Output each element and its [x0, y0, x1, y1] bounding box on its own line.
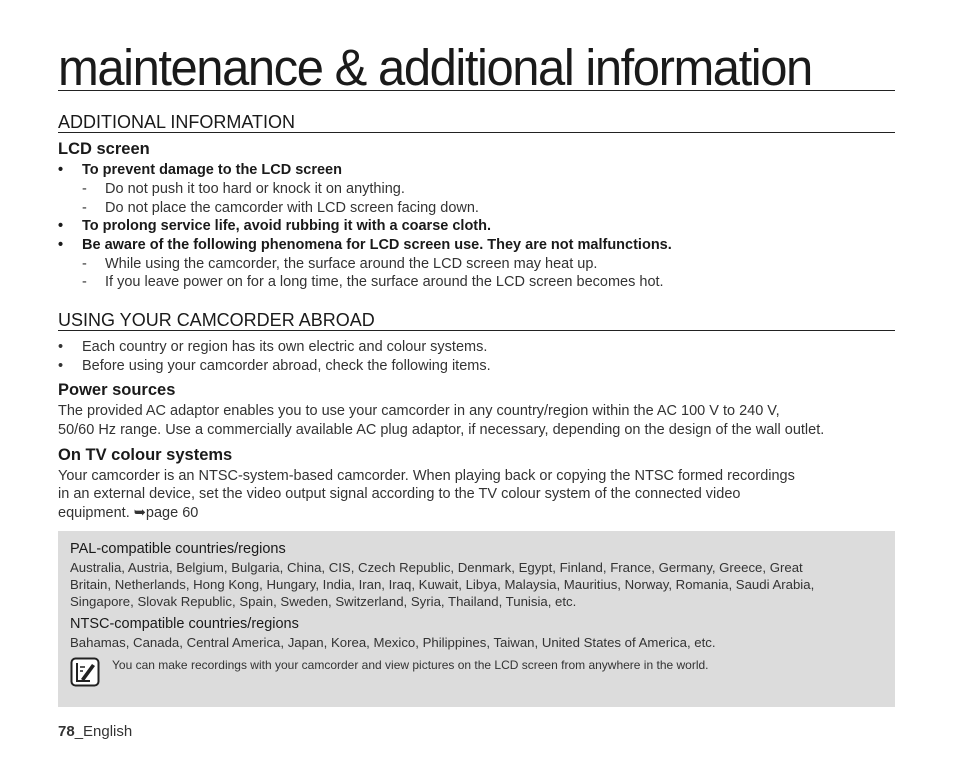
- bullet-mark: •: [58, 358, 64, 374]
- bullet-mark: •: [58, 218, 64, 234]
- bullet-mark: •: [58, 339, 64, 355]
- dash-mark: -: [82, 181, 87, 197]
- footer-language: _English: [74, 723, 133, 740]
- bullet-mark: •: [58, 162, 64, 178]
- country-info-box: [58, 531, 895, 707]
- section-heading-additional-information: ADDITIONAL INFORMATION: [58, 112, 895, 133]
- note-text: You can make recordings with your camcorder and view pictures on the LCD screen from anywhere in the world.: [112, 658, 709, 672]
- pal-countries-title: PAL-compatible countries/regions: [70, 541, 286, 557]
- section-heading-using-camcorder-abroad: USING YOUR CAMCORDER ABROAD: [58, 310, 895, 331]
- page-reference-link[interactable]: equipment. ➥page 60: [58, 505, 199, 521]
- dash-mark: -: [82, 274, 87, 290]
- dash-text: Do not push it too hard or knock it on anything.: [105, 181, 405, 197]
- dash-mark: -: [82, 256, 87, 272]
- dash-mark: -: [82, 200, 87, 216]
- subheading-tv-colour-systems: On TV colour systems: [58, 446, 233, 464]
- ntsc-countries-line: Bahamas, Canada, Central America, Japan, Korea, Mexico, Philippines, Taiwan, United States of America, etc.: [70, 635, 716, 650]
- dash-text: While using the camcorder, the surface around the LCD screen may heat up.: [105, 256, 598, 272]
- page-footer: [58, 723, 132, 740]
- pal-countries-line: Singapore, Slovak Republic, Spain, Sweden, Switzerland, Syria, Thailand, Tunisia, etc.: [70, 594, 577, 609]
- body-text-line: Your camcorder is an NTSC-system-based camcorder. When playing back or copying the NTSC formed recordings: [58, 468, 795, 484]
- bullet-text: Each country or region has its own electric and colour systems.: [82, 339, 488, 355]
- dash-text: If you leave power on for a long time, the surface around the LCD screen becomes hot.: [105, 274, 664, 290]
- bullet-text: Before using your camcorder abroad, check the following items.: [82, 358, 491, 374]
- page-number: 78: [58, 723, 75, 740]
- chapter-title: maintenance & additional information: [58, 39, 812, 96]
- body-text-line: 50/60 Hz range. Use a commercially available AC plug adaptor, if necessary, depending on the design of the wall outlet.: [58, 422, 825, 438]
- pal-countries-line: Australia, Austria, Belgium, Bulgaria, China, CIS, Czech Republic, Denmark, Egypt, Finland, France, Germany, Greece, Great: [70, 560, 803, 575]
- bullet-mark: •: [58, 237, 64, 253]
- bullet-text: Be aware of the following phenomena for LCD screen use. They are not malfunctions.: [82, 237, 672, 253]
- note-icon: [70, 657, 100, 687]
- bullet-text: To prevent damage to the LCD screen: [82, 162, 342, 178]
- ntsc-countries-title: NTSC-compatible countries/regions: [70, 616, 299, 632]
- dash-text: Do not place the camcorder with LCD screen facing down.: [105, 200, 479, 216]
- subheading-power-sources: Power sources: [58, 381, 176, 399]
- chapter-header: [58, 39, 895, 96]
- body-text-line: in an external device, set the video output signal according to the TV colour system of the connected video: [58, 486, 741, 502]
- body-text-line: The provided AC adaptor enables you to use your camcorder in any country/region within the AC 100 V to 240 V,: [58, 403, 780, 419]
- pal-countries-line: Britain, Netherlands, Hong Kong, Hungary, India, Iran, Iraq, Kuwait, Libya, Malaysia, Mauritius, Norway, Romania, Saudi Arabia,: [70, 577, 815, 592]
- bullet-text: To prolong service life, avoid rubbing it with a coarse cloth.: [82, 218, 492, 234]
- subheading-lcd-screen: LCD screen: [58, 140, 150, 158]
